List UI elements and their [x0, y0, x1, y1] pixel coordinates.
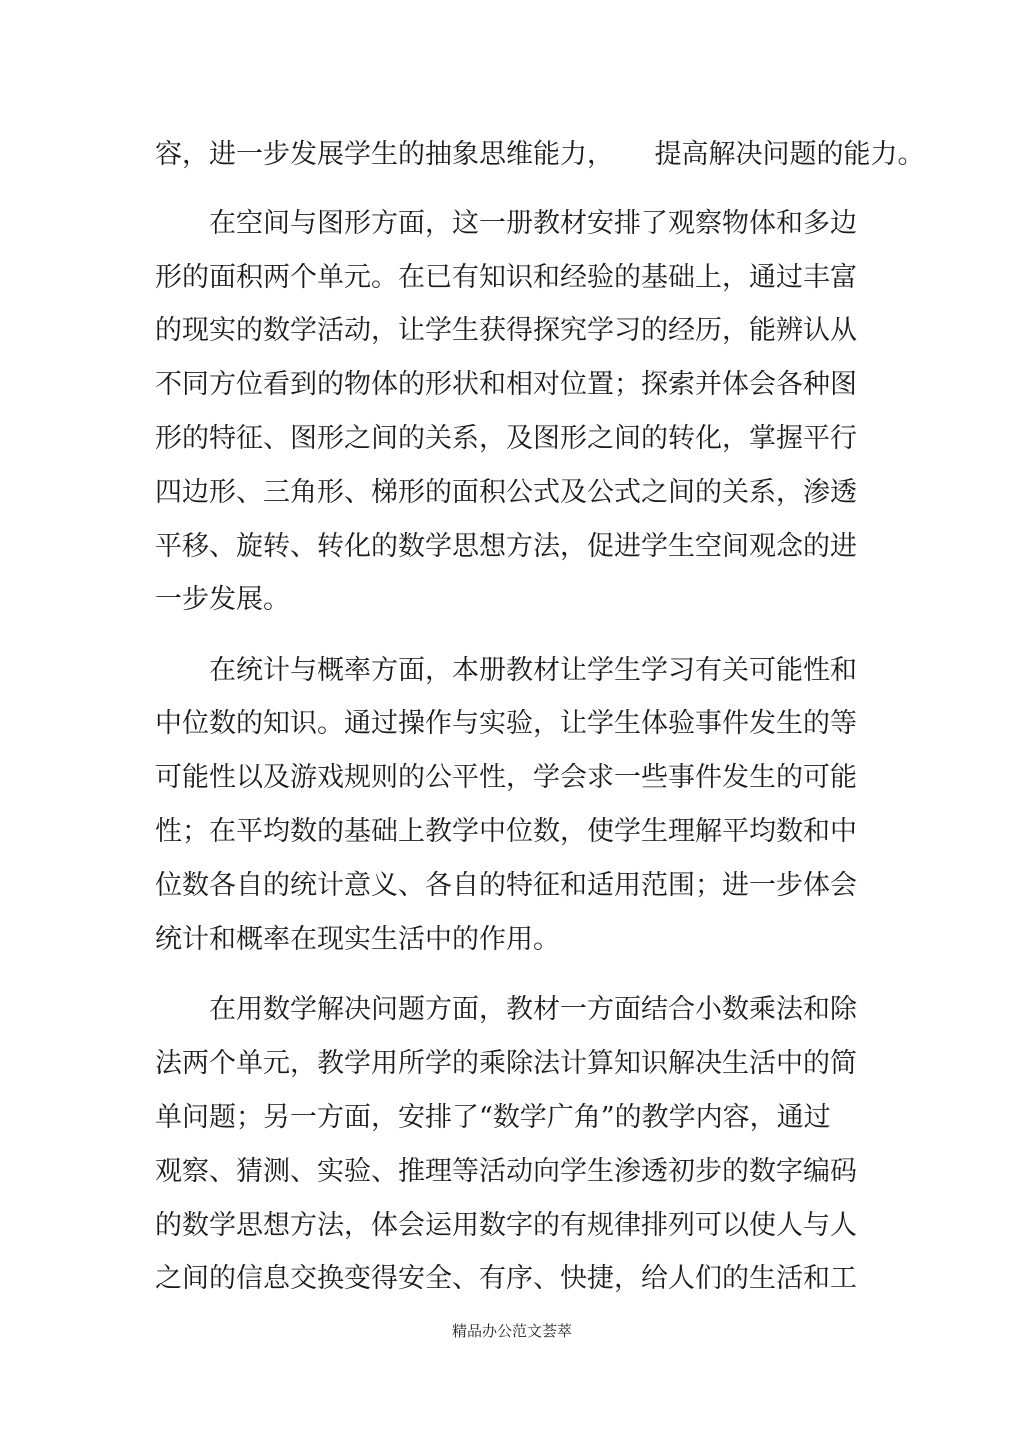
paragraph-3-line-5: 位数各自的统计意义、各自的特征和适用范围；进一步体会: [155, 870, 857, 901]
paragraph-2-line-1: 在空间与图形方面，这一册教材安排了观察物体和多边: [209, 208, 857, 239]
paragraph-3-line-1: 在统计与概率方面，本册教材让学生学习有关可能性和: [209, 655, 857, 686]
paragraph-2-line-6: 四边形、三角形、梯形的面积公式及公式之间的关系，渗透: [155, 477, 857, 508]
paragraph-4-line-4: 观察、猜测、实验、推理等活动向学生渗透初步的数字编码: [155, 1156, 857, 1187]
paragraph-4-line-1: 在用数学解决问题方面，教材一方面结合小数乘法和除: [209, 994, 857, 1025]
paragraph-4-line-2: 法两个单元，教学用所学的乘除法计算知识解决生活中的简: [155, 1048, 857, 1079]
paragraph-2-line-7: 平移、旋转、转化的数学思想方法，促进学生空间观念的进: [155, 531, 857, 562]
paragraph-1-line-1: 容，进一步发展学生的抽象思维能力， 提高解决问题的能力。: [155, 139, 925, 170]
paragraph-4-line-6: 之间的信息交换变得安全、有序、快捷，给人们的生活和工: [155, 1263, 857, 1294]
paragraph-4-line-5: 的数学思想方法，体会运用数字的有规律排列可以使人与人: [155, 1210, 857, 1241]
paragraph-2-line-2: 形的面积两个单元。在已有知识和经验的基础上，通过丰富: [155, 262, 857, 293]
paragraph-3-line-3: 可能性以及游戏规则的公平性，学会求一些事件发生的可能: [155, 762, 857, 793]
paragraph-2-line-3: 的现实的数学活动，让学生获得探究学习的经历，能辨认从: [155, 315, 857, 346]
paragraph-2-line-4: 不同方位看到的物体的形状和相对位置；探索并体会各种图: [155, 369, 857, 400]
paragraph-3-line-4: 性；在平均数的基础上教学中位数，使学生理解平均数和中: [155, 816, 857, 847]
paragraph-3-line-6: 统计和概率在现实生活中的作用。: [155, 924, 560, 955]
page-footer: 精品办公范文荟萃: [451, 1322, 572, 1340]
paragraph-2-line-5: 形的特征、图形之间的关系，及图形之间的转化，掌握平行: [155, 423, 857, 454]
paragraph-2-line-8: 一步发展。: [155, 584, 290, 615]
paragraph-4-line-3: 单问题；另一方面，安排了“数学广角”的教学内容，通过: [155, 1102, 831, 1133]
paragraph-3-line-2: 中位数的知识。通过操作与实验，让学生体验事件发生的等: [155, 708, 857, 739]
